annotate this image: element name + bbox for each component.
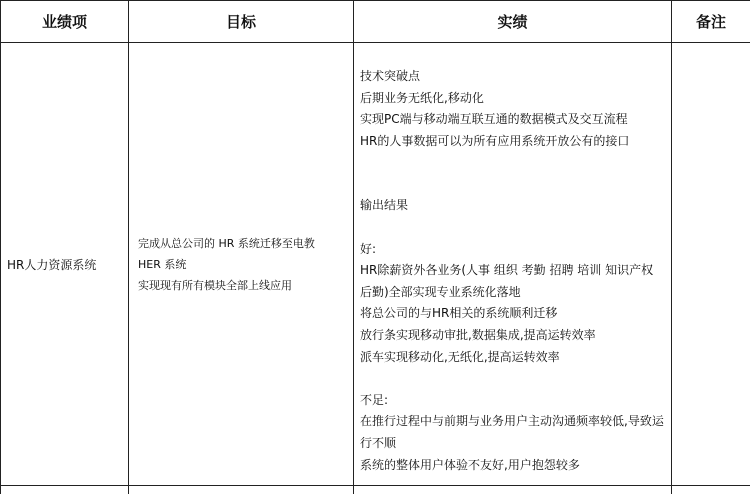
tech-line-1: 后期业务无纸化,移动化	[360, 90, 484, 105]
header-note: 备注	[672, 1, 750, 43]
good-line-1: HR除薪资外各业务(人事 组织 考勤 招聘 培训 知识产权 后勤)全部实现专业系统化落地	[360, 263, 654, 299]
header-target: 目标	[129, 1, 354, 43]
target-line-2: HER 系统	[138, 257, 187, 271]
bottom-row	[1, 486, 750, 494]
good-line-3: 放行条实现移动审批,数据集成,提高运转效率	[360, 327, 596, 342]
tech-line-3: HR的人事数据可以为所有应用系统开放公有的接口	[360, 133, 630, 148]
bad-line-2: 系统的整体用户体验不友好,用户抱怨较多	[360, 457, 580, 472]
result-cell	[354, 43, 672, 486]
header-row	[1, 1, 750, 43]
good-heading: 好:	[360, 241, 377, 256]
good-line-2: 将总公司的与HR相关的系统顺利迁移	[360, 306, 558, 321]
item-cell: HR人力资源系统	[1, 43, 129, 486]
target-line-3: 实现现有所有模块全部上线应用	[138, 278, 292, 292]
target-line-1: 完成从总公司的 HR 系统迁移至电教	[138, 236, 315, 250]
tech-line-2: 实现PC端与移动端互联互通的数据模式及交互流程	[360, 112, 628, 127]
target-cell	[129, 43, 354, 486]
output-heading: 输出结果	[360, 198, 409, 213]
good-line-4: 派车实现移动化,无纸化,提高运转效率	[360, 349, 560, 364]
header-item: 业绩项	[1, 1, 129, 43]
bad-line-1: 在推行过程中与前期与业务用户主动沟通频率较低,导致运行不顺	[360, 414, 664, 450]
note-cell	[672, 43, 750, 486]
bad-heading: 不足:	[360, 392, 389, 407]
tech-heading: 技术突破点	[360, 69, 421, 83]
table-row	[1, 43, 750, 486]
header-result: 实绩	[354, 1, 672, 43]
